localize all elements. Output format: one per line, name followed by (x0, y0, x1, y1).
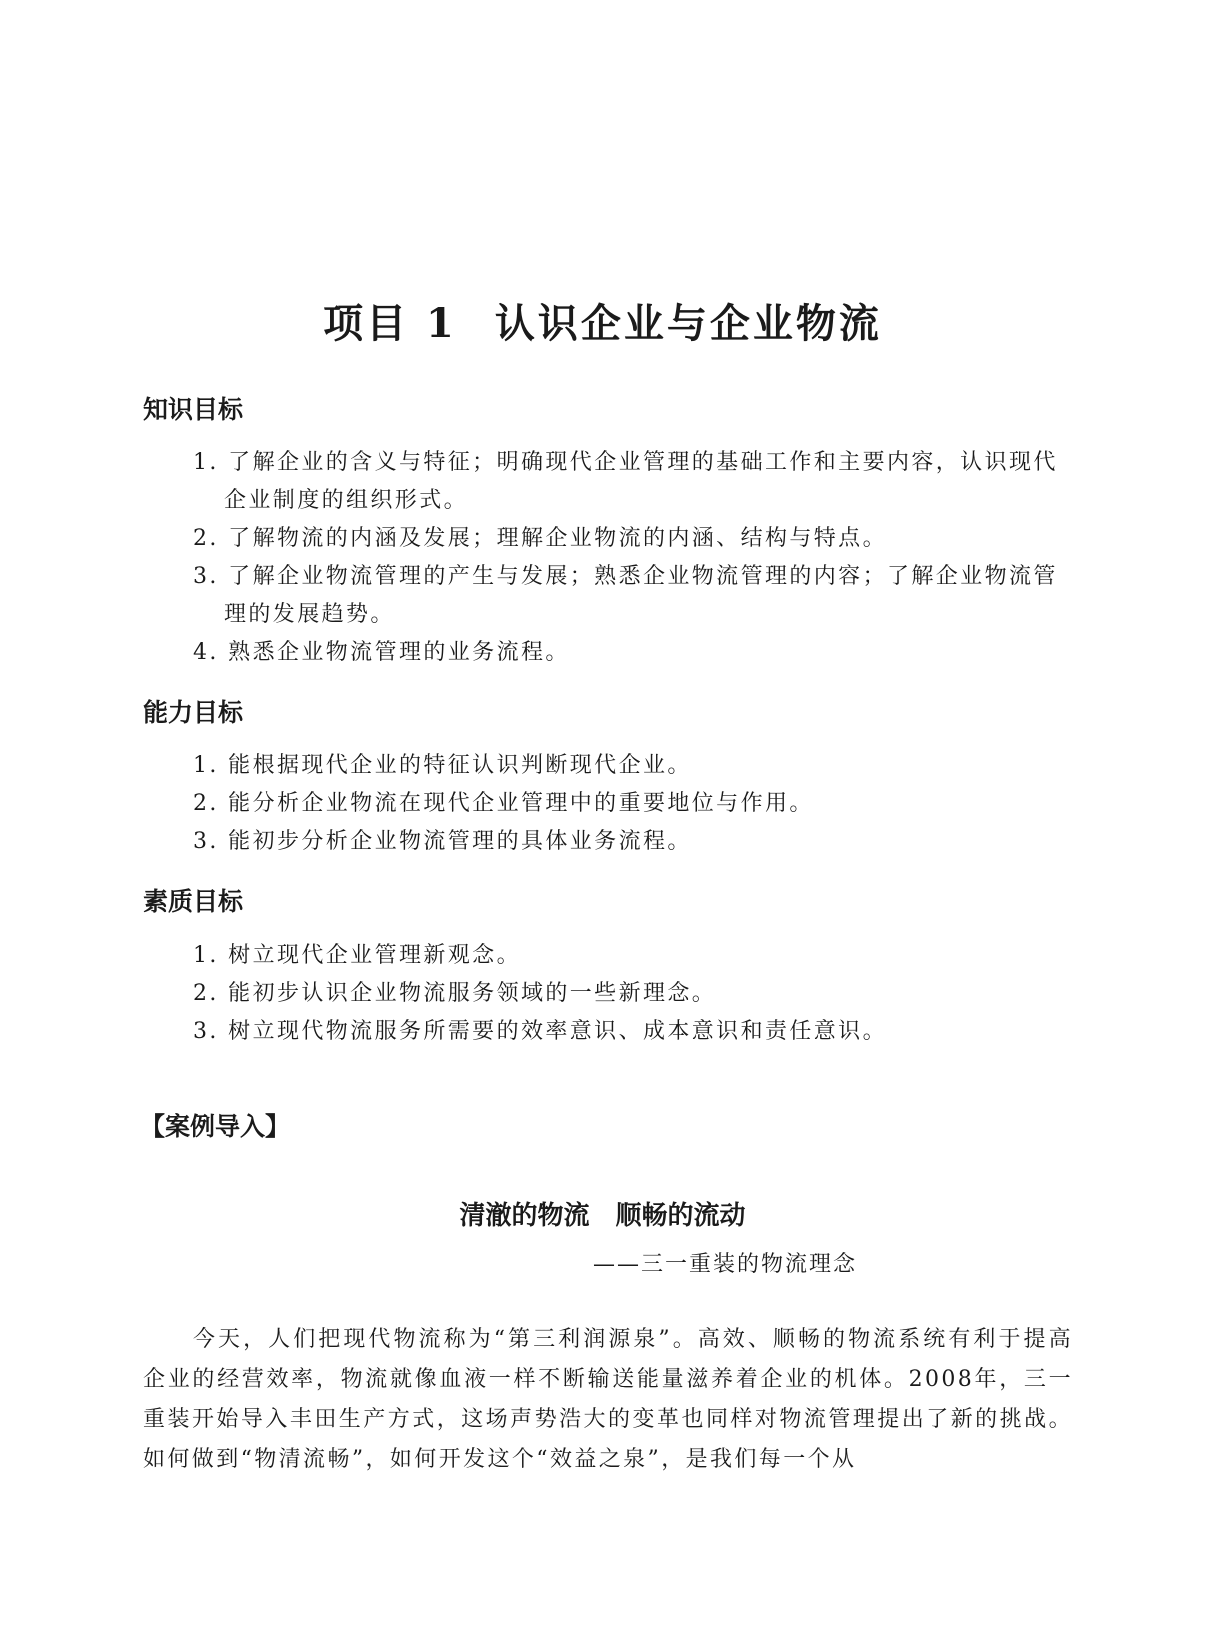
list-item: 2. 能初步认识企业物流服务领域的一些新理念。 (193, 981, 717, 1006)
section-heading-quality: 素质目标 (143, 887, 244, 916)
list-item: 4. 熟悉企业物流管理的业务流程。 (193, 640, 570, 665)
list-item: 3. 了解企业物流管理的产生与发展；熟悉企业物流管理的内容；了解企业物流管理的发展趋势。 (193, 564, 1058, 627)
quality-objectives-list (193, 937, 1073, 1051)
case-title-part2: 顺畅的流动 (615, 1201, 746, 1231)
chapter-name: 认识企业与企业物流 (494, 300, 882, 347)
list-item: 2. 了解物流的内涵及发展；理解企业物流的内涵、结构与特点。 (193, 526, 887, 551)
chapter-number: 项目 1 (323, 300, 457, 347)
section-heading-ability: 能力目标 (143, 698, 244, 727)
case-subtitle: ——三一重装的物流理念 (592, 1252, 857, 1277)
knowledge-objectives-list (193, 444, 1073, 672)
list-item: 2. 能分析企业物流在现代企业管理中的重要地位与作用。 (193, 791, 814, 816)
case-paragraph: 今天，人们把现代物流称为“第三利润源泉”。高效、顺畅的物流系统有利于提高企业的经营效率，物流就像血液一样不断输送能量滋养着企业的机体。2008年，三一重装开始导入丰田生产方式，这场声势浩大的变革也同样对物流管理提出了新的挑战。如何做到“物清流畅”，如何开发这个“效益之泉”，是我们每一个从 (143, 1327, 1073, 1472)
case-title (0, 1195, 1205, 1232)
chapter-title (0, 292, 1205, 349)
case-intro-heading: 【案例导入】 (140, 1112, 291, 1141)
list-item: 1. 了解企业的含义与特征；明确现代企业管理的基础工作和主要内容，认识现代企业制度的组织形式。 (193, 450, 1058, 513)
list-item: 1. 能根据现代企业的特征认识判断现代企业。 (193, 753, 692, 778)
list-item: 3. 树立现代物流服务所需要的效率意识、成本意识和责任意识。 (193, 1019, 887, 1044)
list-item: 1. 树立现代企业管理新观念。 (193, 943, 521, 968)
section-heading-knowledge: 知识目标 (143, 395, 244, 424)
list-item: 3. 能初步分析企业物流管理的具体业务流程。 (193, 829, 692, 854)
case-title-part1: 清澈的物流 (459, 1201, 590, 1231)
ability-objectives-list (193, 747, 1073, 861)
